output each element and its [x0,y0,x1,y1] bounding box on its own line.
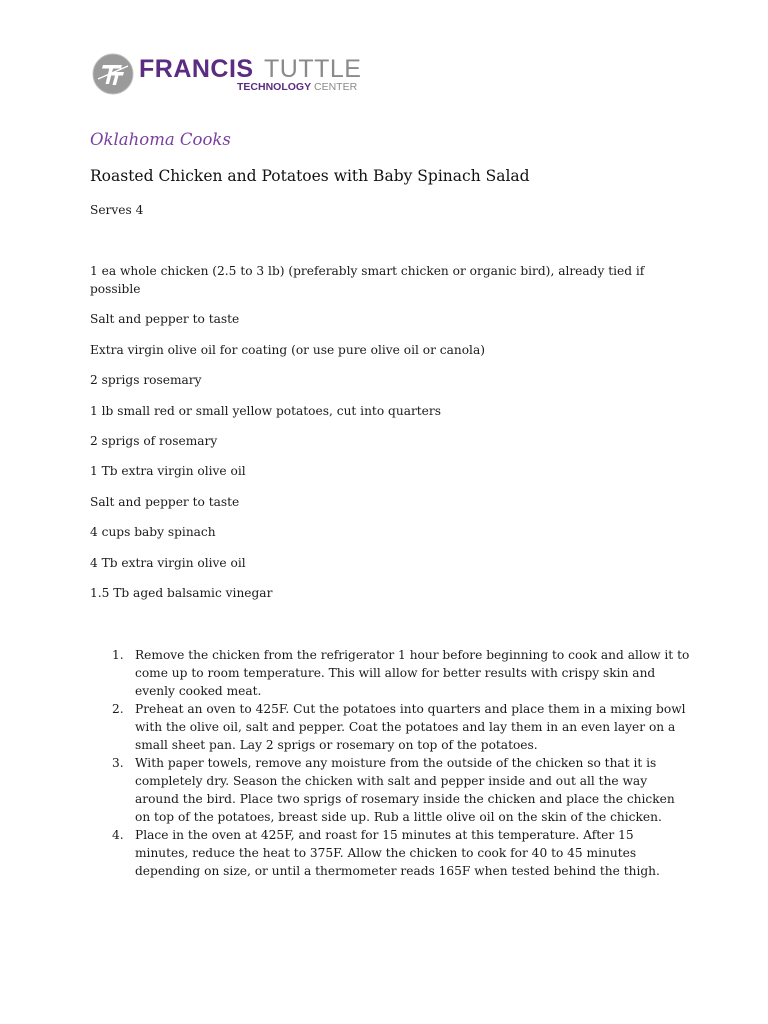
logo-subtitle [237,81,357,93]
logo-wordmark-tuttle: TUTTLE [264,55,362,83]
ingredient-item: 2 sprigs rosemary [90,373,202,388]
ingredient-item: 4 cups baby spinach [90,525,216,540]
ingredient-item: Salt and pepper to taste [90,312,240,327]
step-number: 4. [112,828,124,842]
ingredient-item: Salt and pepper to taste [90,494,240,509]
ingredient-item: 1 ea whole chicken (2.5 to 3 lb) (preferably smart chicken or organic bird), already tied if possible [90,264,645,296]
francis-tuttle-emblem-icon [92,53,134,95]
step-text: Remove the chicken from the refrigerator 1 hour before beginning to cook and allow it to come up to room temperature. This will allow for better results with crispy skin and evenly cooked meat. [135,648,690,698]
ingredient-item: Extra virgin olive oil for coating (or use pure olive oil or canola) [90,342,485,357]
ingredient-item: 4 Tb extra virgin olive oil [90,555,246,570]
logo-subtitle-center: CENTER [314,81,358,93]
instruction-step [90,700,690,754]
recipe-title: Roasted Chicken and Potatoes with Baby Spinach Salad [90,167,530,185]
ingredient-item: 1.5 Tb aged balsamic vinegar [90,585,273,600]
step-text: With paper towels, remove any moisture from the outside of the chicken so that it is completely dry. Season the chicken with salt and pepper inside and out all the way around the bird. Place two sprigs of rosemary inside the chicken and place the chicken on top of the potatoes, breast side up. Rub a little olive oil on the skin of the chicken. [135,756,675,824]
step-number: 3. [112,756,124,770]
logo-subtitle-technology: TECHNOLOGY [237,81,312,93]
francis-tuttle-logo [92,53,372,97]
logo-wordmark-francis: FRANCIS [139,55,254,83]
instruction-step [90,826,690,880]
ingredient-item: 1 lb small red or small yellow potatoes, cut into quarters [90,403,441,418]
serves-count: Serves 4 [90,203,144,217]
instruction-step [90,754,690,826]
ingredient-item: 2 sprigs of rosemary [90,433,218,448]
series-title: Oklahoma Cooks [90,130,231,149]
step-text: Place in the oven at 425F, and roast for 15 minutes at this temperature. After 15 minutes, reduce the heat to 375F. Allow the chicken to cook for 40 to 45 minutes depending on size, or until a thermometer reads 165F when tested behind the thigh. [135,828,660,878]
ingredient-item: 1 Tb extra virgin olive oil [90,464,246,479]
ingredient-list [90,262,660,614]
instruction-list [90,646,690,880]
step-number: 2. [112,702,124,716]
step-number: 1. [112,648,124,662]
instruction-step [90,646,690,700]
step-text: Preheat an oven to 425F. Cut the potatoes into quarters and place them in a mixing bowl with the olive oil, salt and pepper. Coat the potatoes and lay them in an even layer on a small sheet pan. Lay 2 sprigs or rosemary on top of the potatoes. [135,702,686,752]
